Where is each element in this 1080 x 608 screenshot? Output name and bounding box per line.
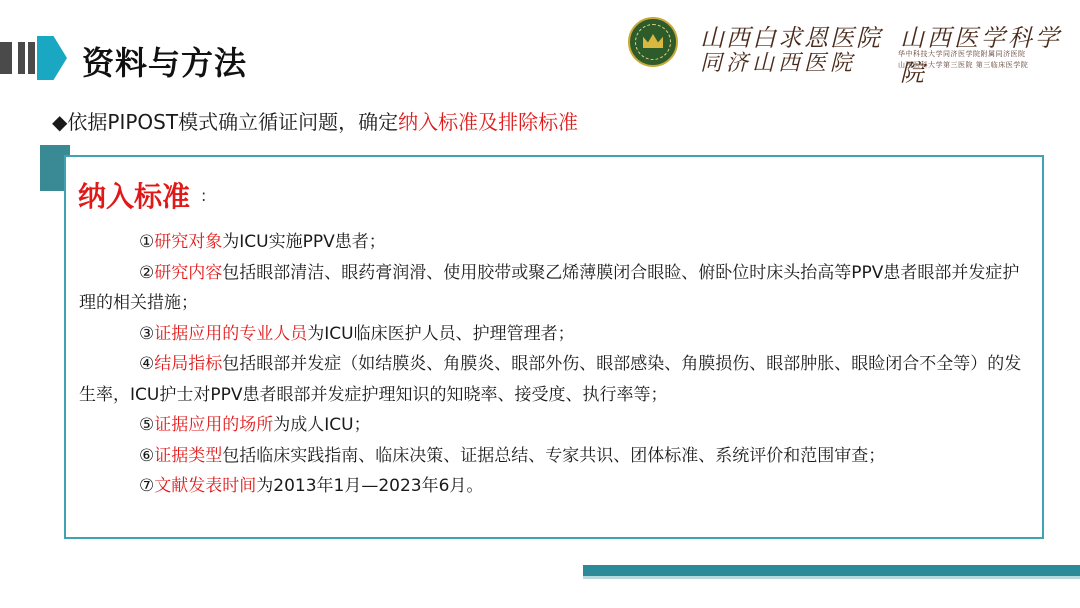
- subtitle-highlight: 纳入标准及排除标准: [398, 110, 579, 134]
- section-title: 纳入标准: [78, 180, 191, 213]
- item-key: 证据应用的专业人员: [154, 323, 308, 344]
- item-key: 研究内容: [154, 262, 223, 283]
- item-text: 包括临床实践指南、临床决策、证据总结、专家共识、团体标准、系统评价和范围审查；: [222, 445, 886, 466]
- hospital-b-name-line2: 华中科技大学同济医学院附属同济医院: [898, 50, 1026, 58]
- hospital-seal-logo: [628, 17, 678, 67]
- list-item: [79, 471, 1034, 502]
- list-item: [79, 258, 1034, 319]
- item-text: 为2013年1月—2023年6月。: [256, 476, 484, 496]
- item-text: 为ICU临床医护人员、护理管理者；: [307, 323, 575, 344]
- header-strip-decoration: [18, 42, 25, 74]
- item-key: 证据应用的场所: [154, 415, 274, 435]
- item-number: ⑦: [139, 476, 155, 496]
- item-key: 证据类型: [154, 445, 223, 466]
- header-bar-decoration: [0, 42, 12, 74]
- item-text: 为ICU实施PPV患者；: [222, 232, 386, 252]
- header-arrow-icon: [37, 36, 67, 80]
- hospital-b-name-line1: 山西医学科学院: [900, 24, 1062, 87]
- list-item: [79, 319, 1034, 350]
- list-item: [79, 227, 1034, 258]
- hospital-b-name-line3: 山西医科大学第三医院 第三临床医学院: [898, 61, 1029, 69]
- item-number: ⑤: [139, 415, 155, 435]
- item-key: 结局指标: [154, 354, 223, 374]
- footer-bar-decoration: [583, 565, 1080, 576]
- subtitle: [52, 106, 578, 135]
- list-item: [79, 349, 1034, 410]
- section-title-colon: :: [201, 186, 207, 205]
- item-number: ①: [139, 232, 155, 252]
- list-item: [79, 441, 1034, 472]
- header-strip-decoration: [28, 42, 35, 74]
- list-item: [79, 410, 1034, 441]
- item-text: 包括眼部清洁、眼药膏润滑、使用胶带或聚乙烯薄膜闭合眼睑、俯卧位时床头抬高等PPV患者眼部并发症护理的相关措施；: [79, 262, 1020, 313]
- bullet-icon: ◆: [52, 110, 68, 134]
- hospital-a-name-line2: 同济山西医院: [700, 51, 857, 76]
- hospital-a-name-line1: 山西白求恩医院: [700, 24, 882, 52]
- item-text: 为成人ICU；: [273, 415, 371, 435]
- item-key: 文献发表时间: [154, 476, 257, 496]
- slide-title: 资料与方法: [82, 44, 248, 82]
- subtitle-text: 依据PIPOST模式确立循证问题，确定: [67, 110, 399, 134]
- item-text: 包括眼部并发症（如结膜炎、角膜炎、眼部外伤、眼部感染、角膜损伤、眼部肿胀、眼睑闭合不全等）的发生率，ICU护士对PPV患者眼部并发症护理知识的知晓率、接受度、执行率等；: [79, 354, 1022, 405]
- item-number: ③: [139, 323, 155, 344]
- item-number: ⑥: [139, 445, 155, 466]
- item-key: 研究对象: [154, 232, 223, 252]
- criteria-list: [79, 227, 1034, 502]
- item-number: ②: [139, 262, 155, 283]
- footer-shadow-decoration: [583, 576, 1080, 579]
- item-number: ④: [139, 354, 155, 374]
